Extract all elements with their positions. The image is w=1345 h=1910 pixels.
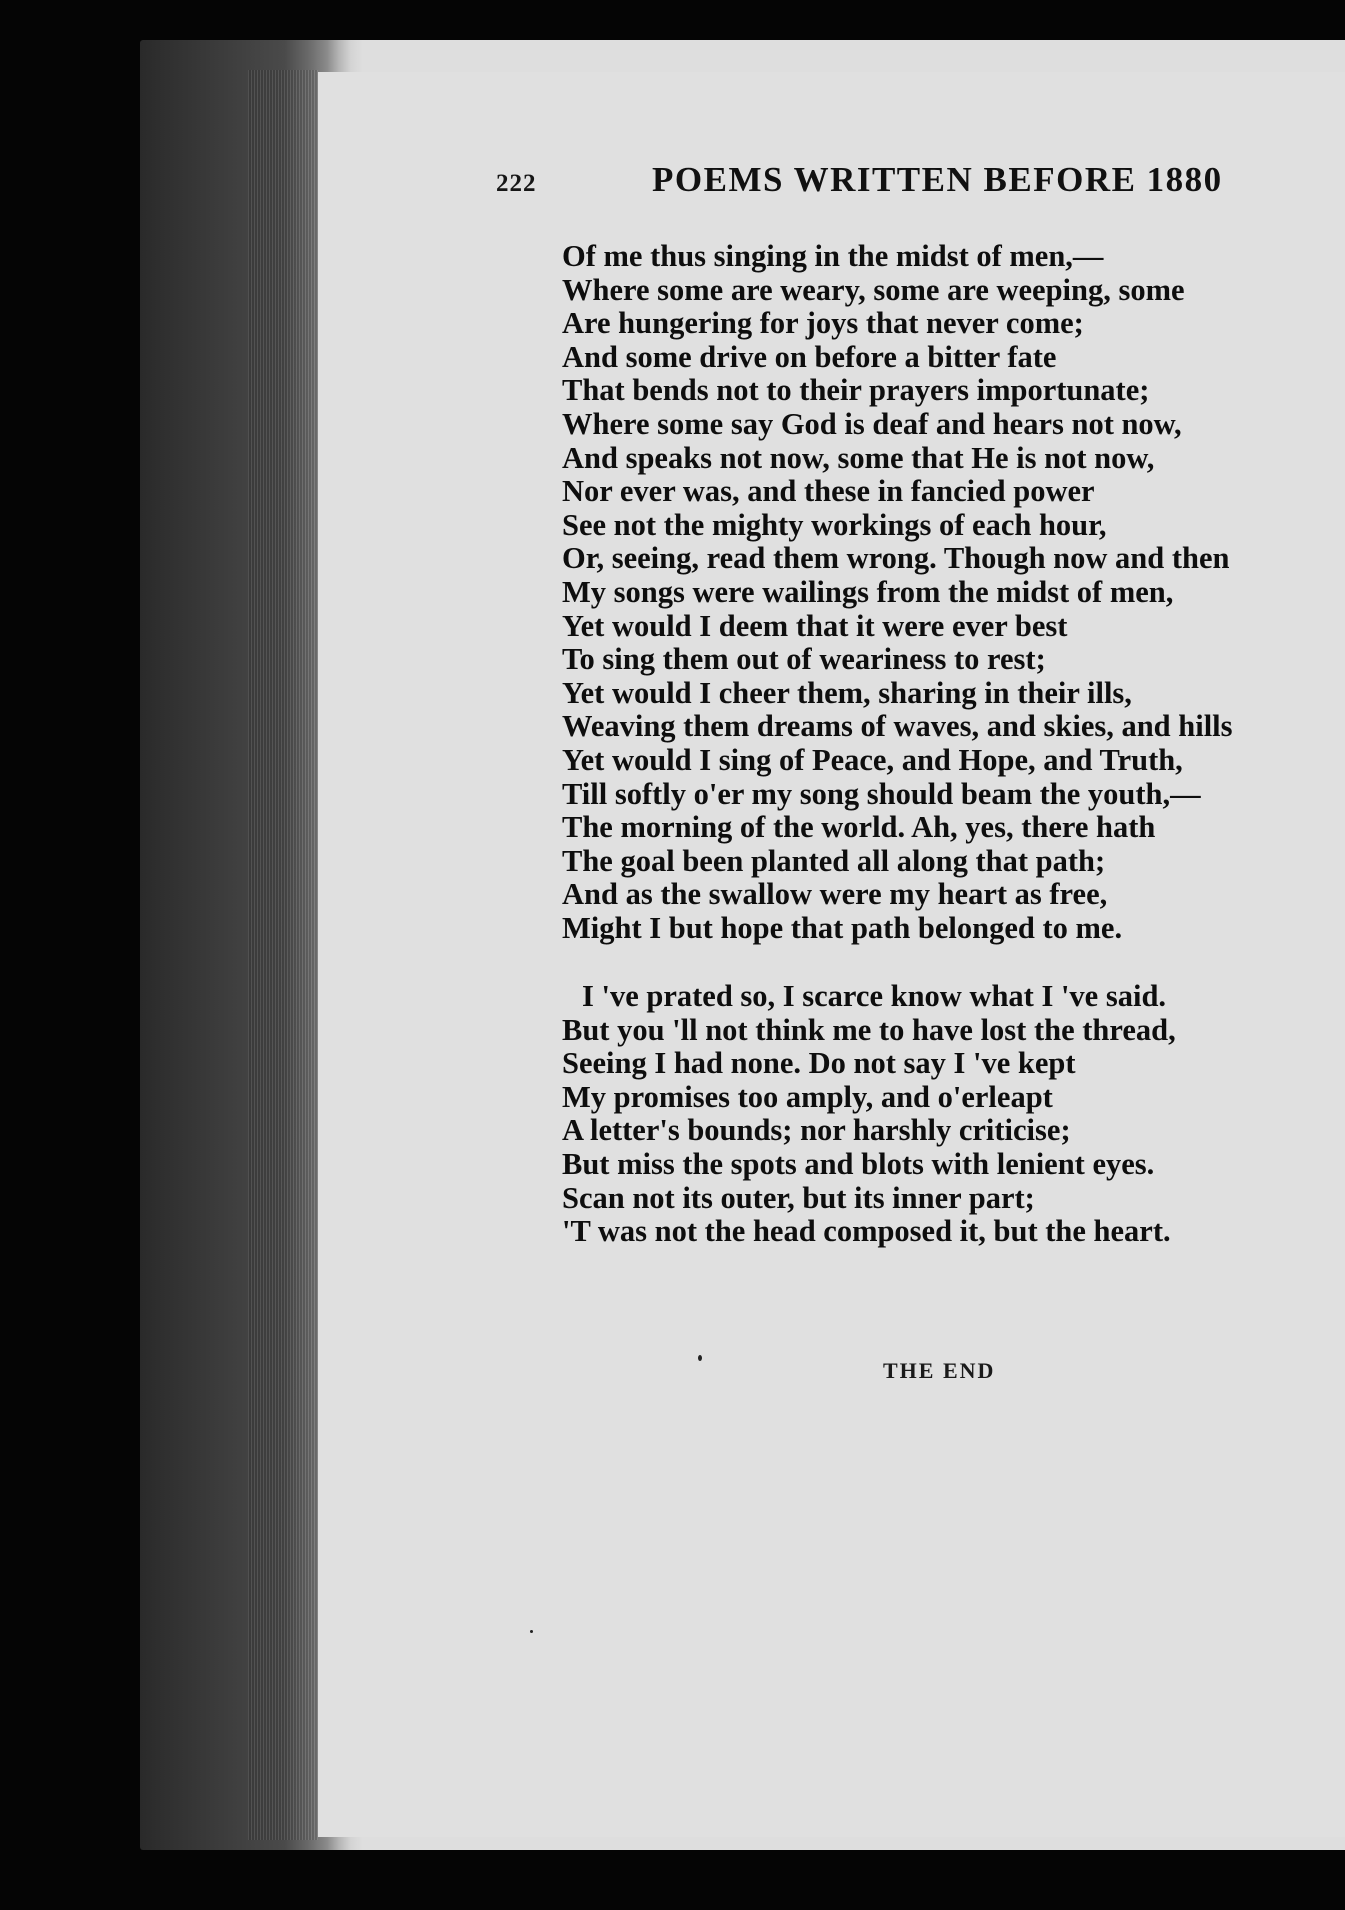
- poem-line: To sing them out of weariness to rest;: [562, 642, 1046, 677]
- poem-line: Yet would I sing of Peace, and Hope, and Truth,: [562, 742, 1183, 777]
- poem-line: A letter's bounds; nor harshly criticise;: [562, 1113, 1071, 1148]
- poem-line: Of me thus singing in the midst of men,—: [562, 239, 1104, 273]
- poem-line: Weaving them dreams of waves, and skies, and hills: [562, 709, 1233, 744]
- poem-line: I 've prated so, I scarce know what I 've said.: [582, 979, 1167, 1013]
- poem-line: My songs were wailings from the midst of men,: [562, 574, 1174, 609]
- poem-line: Seeing I had none. Do not say I 've kept: [562, 1046, 1076, 1081]
- poem-line: Yet would I deem that it were ever best: [562, 608, 1068, 643]
- poem-stanza-2: [562, 980, 1176, 1249]
- the-end-label: THE END: [883, 1358, 996, 1383]
- page-number: 222: [496, 170, 537, 197]
- poem-line: Yet would I cheer them, sharing in their ills,: [562, 675, 1132, 710]
- poem-line: See not the mighty workings of each hour,: [562, 507, 1107, 542]
- poem-line: Or, seeing, read them wrong. Though now and then: [562, 541, 1230, 576]
- poem-line: That bends not to their prayers importunate;: [562, 373, 1150, 408]
- poem-line: My promises too amply, and o'erleapt: [562, 1079, 1053, 1114]
- scan-speck: [530, 1630, 533, 1633]
- poem-line: And some drive on before a bitter fate: [562, 339, 1057, 374]
- scan-speck: [698, 1355, 702, 1361]
- poem-line: Are hungering for joys that never come;: [562, 306, 1084, 341]
- poem-line: But you 'll not think me to have lost the thread,: [562, 1012, 1176, 1047]
- poem-line: The morning of the world. Ah, yes, there hath: [562, 810, 1156, 845]
- page-edges: [248, 70, 318, 1840]
- poem-stanza-1: [562, 240, 1233, 945]
- poem-line: But miss the spots and blots with lenient eyes.: [562, 1146, 1155, 1181]
- poem-line: Scan not its outer, but its inner part;: [562, 1180, 1035, 1215]
- poem-line: 'T was not the head composed it, but the heart.: [562, 1214, 1171, 1249]
- poem-line: Till softly o'er my song should beam the youth,—: [562, 776, 1201, 811]
- poem-line: Nor ever was, and these in fancied power: [562, 474, 1095, 509]
- running-head: POEMS WRITTEN BEFORE 1880: [652, 160, 1223, 199]
- poem-line: The goal been planted all along that path;: [562, 843, 1106, 878]
- poem-line: Where some are weary, some are weeping, some: [562, 272, 1185, 307]
- poem-line: And speaks not now, some that He is not now,: [562, 440, 1155, 475]
- poem-line: And as the swallow were my heart as free,: [562, 877, 1108, 912]
- poem-line: Where some say God is deaf and hears not now,: [562, 406, 1182, 441]
- poem-line: Might I but hope that path belonged to me.: [562, 910, 1123, 945]
